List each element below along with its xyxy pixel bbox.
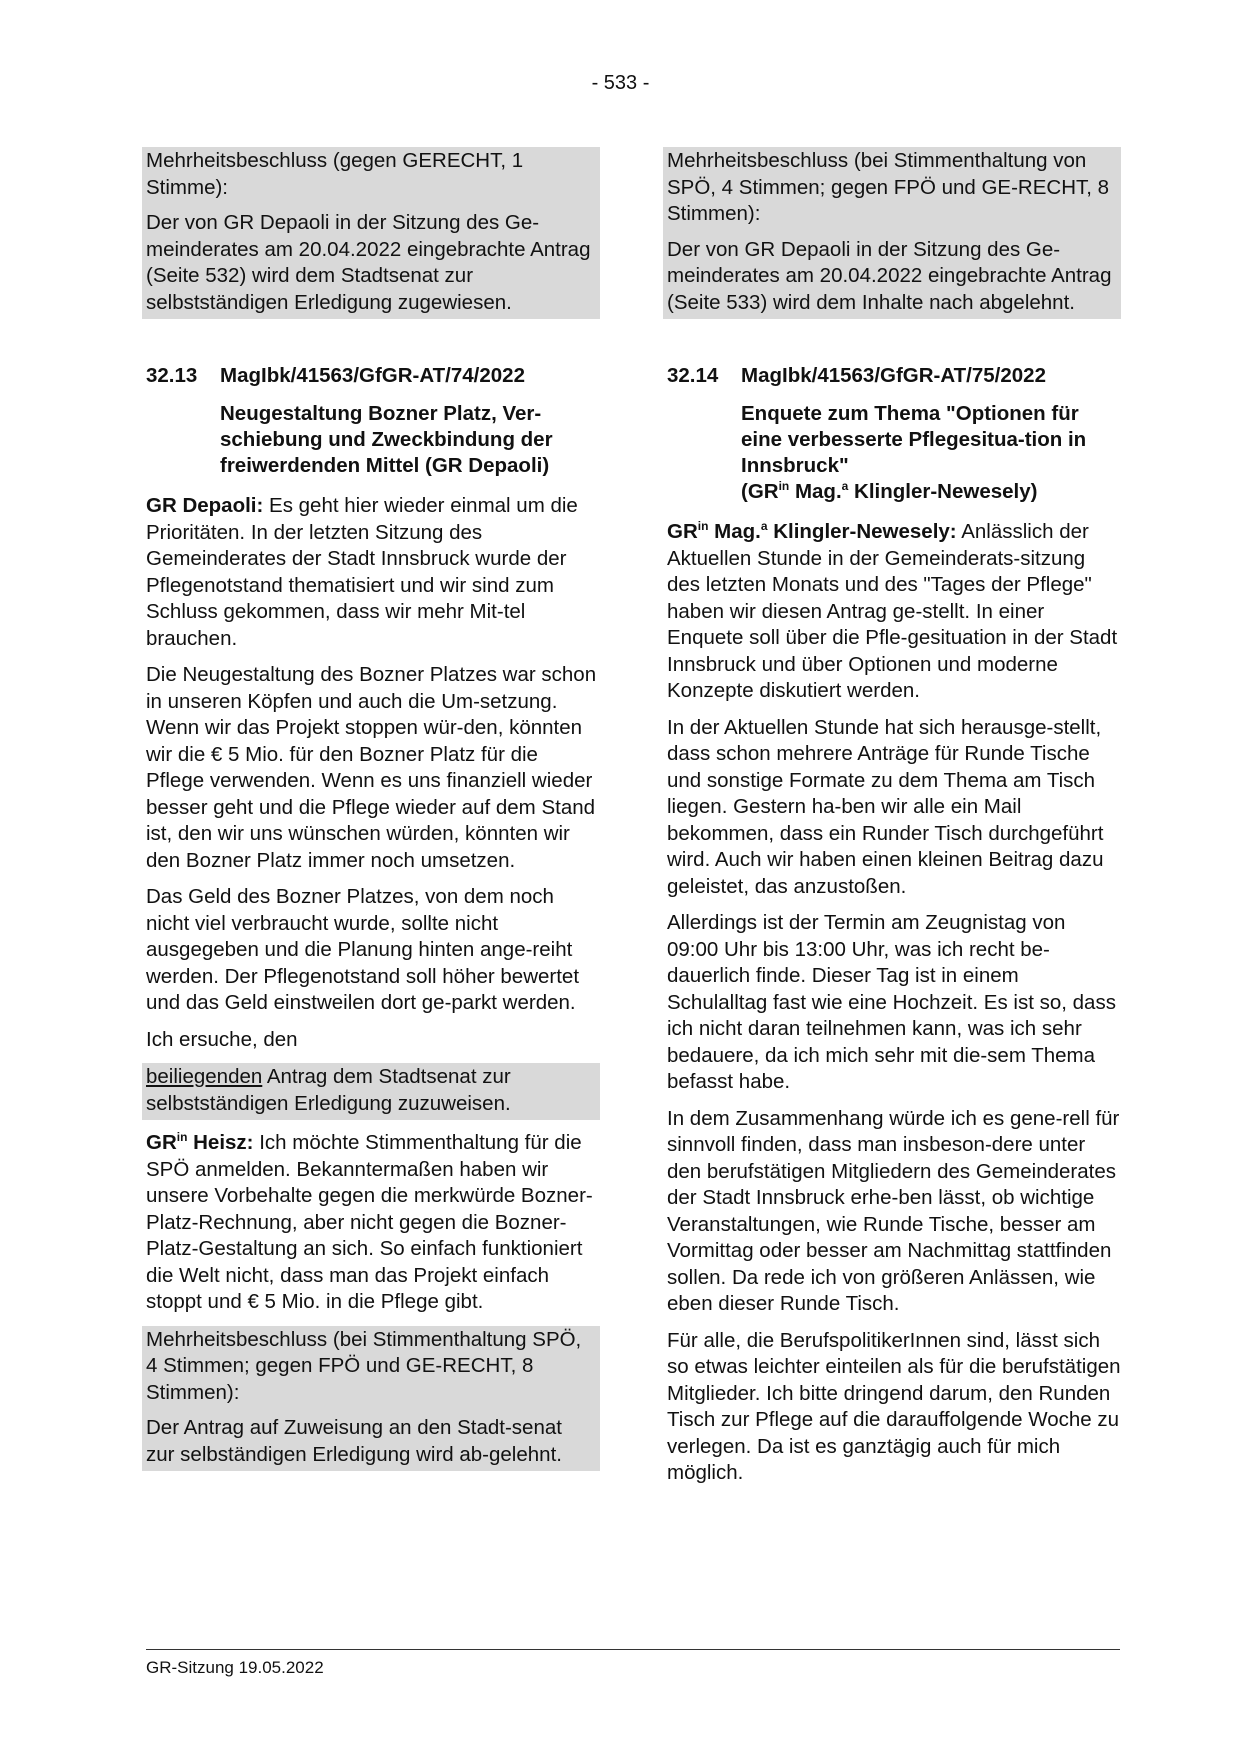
speaker-surname: Klingler-Newesely: xyxy=(767,520,957,543)
resolution-box xyxy=(663,147,1121,319)
section-heading xyxy=(667,363,1121,389)
section-title xyxy=(667,401,1121,505)
request-rest: Antrag dem Stadtsenat zur selbstständigen Erledigung zuzuweisen. xyxy=(146,1065,511,1115)
resolution-box xyxy=(142,1326,600,1472)
section-number: 32.14 xyxy=(667,364,719,387)
section-title-text: Enquete zum Thema "Optionen für eine verbesserte Pflegesitua-tion in Innsbruck" xyxy=(741,402,1087,477)
resolution-text: Der Antrag auf Zuweisung an den Stadt-senat zur selbständigen Erledigung wird ab-gelehnt. xyxy=(146,1416,562,1466)
resolution-box xyxy=(142,147,600,319)
speaker-name xyxy=(667,520,957,543)
speech-text: Anlässlich der Aktuellen Stunde in der Gemeinderats-sitzung des letzten Monats und des "Tages der Pflege" haben wir diesen Antrag ge-stellt. In einer Enquete soll über die Pfle-gesituation in der Stadt Innsbruck und über Optionen und moderne Konzepte diskutiert werden. xyxy=(667,520,1118,702)
author-sup: in xyxy=(778,479,790,493)
author-sup: a xyxy=(841,479,849,493)
section-author xyxy=(741,479,1121,505)
speaker-surname: Heisz: xyxy=(187,1131,254,1154)
section-id: MagIbk/41563/GfGR-AT/74/2022 xyxy=(220,364,525,387)
resolution-result: Mehrheitsbeschluss (gegen GERECHT, 1 Stimme): xyxy=(146,149,524,199)
section-id: MagIbk/41563/GfGR-AT/75/2022 xyxy=(741,364,1046,387)
speech-paragraph: In dem Zusammenhang würde ich es gene-rell für sinnvoll finden, dass man insbeson-dere unter den berufstätigen Mitgliedern des Gemeinderates der Stadt Innsbruck erhe-ben lässt, ob wichtige Veranstaltungen, wie Runde Tische, besser am Vormittag oder besser am Nachmittag stattfinden sollen. Da rede ich von größeren Anlässen, wie eben dieser Runde Tisch. xyxy=(667,1106,1120,1315)
resolution-text: Der von GR Depaoli in der Sitzung des Ge-meinderates am 20.04.2022 eingebrachte Antrag (Seite 533) wird dem Inhalte nach abgelehnt. xyxy=(667,237,1112,314)
resolution-result: Mehrheitsbeschluss (bei Stimmenthaltung von SPÖ, 4 Stimmen; gegen FPÖ und GE-RECHT, 8 Stimmen): xyxy=(667,149,1110,225)
right-column xyxy=(667,147,1121,1497)
speaker-sup: in xyxy=(176,1130,188,1144)
speaker-prefix: GR xyxy=(667,520,698,543)
speaker-prefix: GR xyxy=(146,1131,177,1154)
speaker-name xyxy=(146,1131,254,1154)
speaker-sup: a xyxy=(760,519,768,533)
speech-text: Es geht hier wieder einmal um die Prioritäten. In der letzten Sitzung des Gemeinderates der Stadt Innsbruck wurde der Pflegenotstand thematisiert und wir sind zum Schluss gekommen, dass wir mehr Mit-tel brauchen. xyxy=(146,494,578,650)
speech-paragraph: Für alle, die BerufspolitikerInnen sind, lässt sich so etwas leichter einteilen als für die berufstätigen Mitglieder. Ich bitte dringend darum, den Runden Tisch zur Pflege auf die darauffolgende Woche zu verlegen. Da ist es ganztägig auch für mich möglich. xyxy=(667,1328,1121,1484)
section-heading xyxy=(146,363,600,389)
speech-paragraph: In der Aktuellen Stunde hat sich herausge-stellt, dass schon mehrere Anträge für Runde Tische und sonstige Formate zu dem Thema am Tisch liegen. Gestern ha-ben wir alle ein Mail bekommen, dass ein Runder Tisch durchgeführt wird. Auch wir haben einen kleinen Beitrag dazu geleistet, das anzustoßen. xyxy=(667,715,1104,898)
author-prefix: (GR xyxy=(741,480,779,503)
resolution-result: Mehrheitsbeschluss (bei Stimmenthaltung SPÖ, 4 Stimmen; gegen FPÖ und GE-RECHT, 8 Stimmen): xyxy=(146,1327,582,1404)
section-title: Neugestaltung Bozner Platz, Ver-schiebung und Zweckbindung der freiwerdenden Mittel (GR Depaoli) xyxy=(220,402,553,477)
request-box xyxy=(142,1063,600,1120)
author-title: Mag. xyxy=(789,480,842,503)
footer-divider xyxy=(146,1649,1120,1650)
speaker-title: Mag. xyxy=(708,520,761,543)
speech-paragraph xyxy=(667,519,1121,705)
speech-paragraph xyxy=(146,493,600,652)
request-text xyxy=(146,1064,596,1117)
section-number: 32.13 xyxy=(146,364,198,387)
page-number: - 533 - xyxy=(591,72,650,94)
speech-paragraph xyxy=(146,1130,600,1316)
author-name: Klingler-Newesely) xyxy=(848,480,1038,503)
speaker-name: GR Depaoli: xyxy=(146,494,264,517)
speech-paragraph: Allerdings ist der Termin am Zeugnistag von 09:00 Uhr bis 13:00 Uhr, was ich recht be-dauerlich finde. Dieser Tag ist in einem Schulalltag fast wie eine Hochzeit. Es ist so, dass ich nicht daran teilnehmen kann, was ich sehr bedauere, da ich mich sehr mit die-sem Thema befasst habe. xyxy=(667,911,1116,1093)
speech-paragraph: Das Geld des Bozner Platzes, von dem noch nicht viel verbraucht wurde, sollte nicht ausgegeben und die Planung hinten ange-reiht werden. Der Pflegenotstand soll höher bewertet und das Geld einstweilen dort ge-parkt werden. xyxy=(146,885,580,1014)
speaker-sup: in xyxy=(697,519,709,533)
speech-paragraph: Ich ersuche, den xyxy=(146,1027,298,1051)
left-column xyxy=(146,147,600,1471)
resolution-text: Der von GR Depaoli in der Sitzung des Ge-meinderates am 20.04.2022 eingebrachte Antrag (Seite 532) wird dem Stadtsenat zur selbstständigen Erledigung zugewiesen. xyxy=(146,211,591,314)
speech-text: Ich möchte Stimmenthaltung für die SPÖ anmelden. Bekanntermaßen haben wir unsere Vorbehalte gegen die merkwürde Bozner-Platz-Rechnung, aber nicht gegen die Bozner-Platz-Gestaltung an sich. So einfach funktioniert die Welt nicht, dass man das Projekt einfach stoppt und € 5 Mio. in die Pflege gibt. xyxy=(146,1131,593,1313)
footer-text: GR-Sitzung 19.05.2022 xyxy=(146,1658,324,1677)
speech-paragraph: Die Neugestaltung des Bozner Platzes war schon in unseren Köpfen und auch die Um-setzung. Wenn wir das Projekt stoppen wür-den, könnten wir die € 5 Mio. für den Bozner Platz für die Pflege verwenden. Wenn es uns finanziell wieder besser geht und die Pflege wieder auf dem Stand ist, den wir uns wünschen würden, könnten wir den Bozner Platz immer noch umsetzen. xyxy=(146,663,597,872)
request-underlined: beiliegenden xyxy=(146,1065,263,1088)
